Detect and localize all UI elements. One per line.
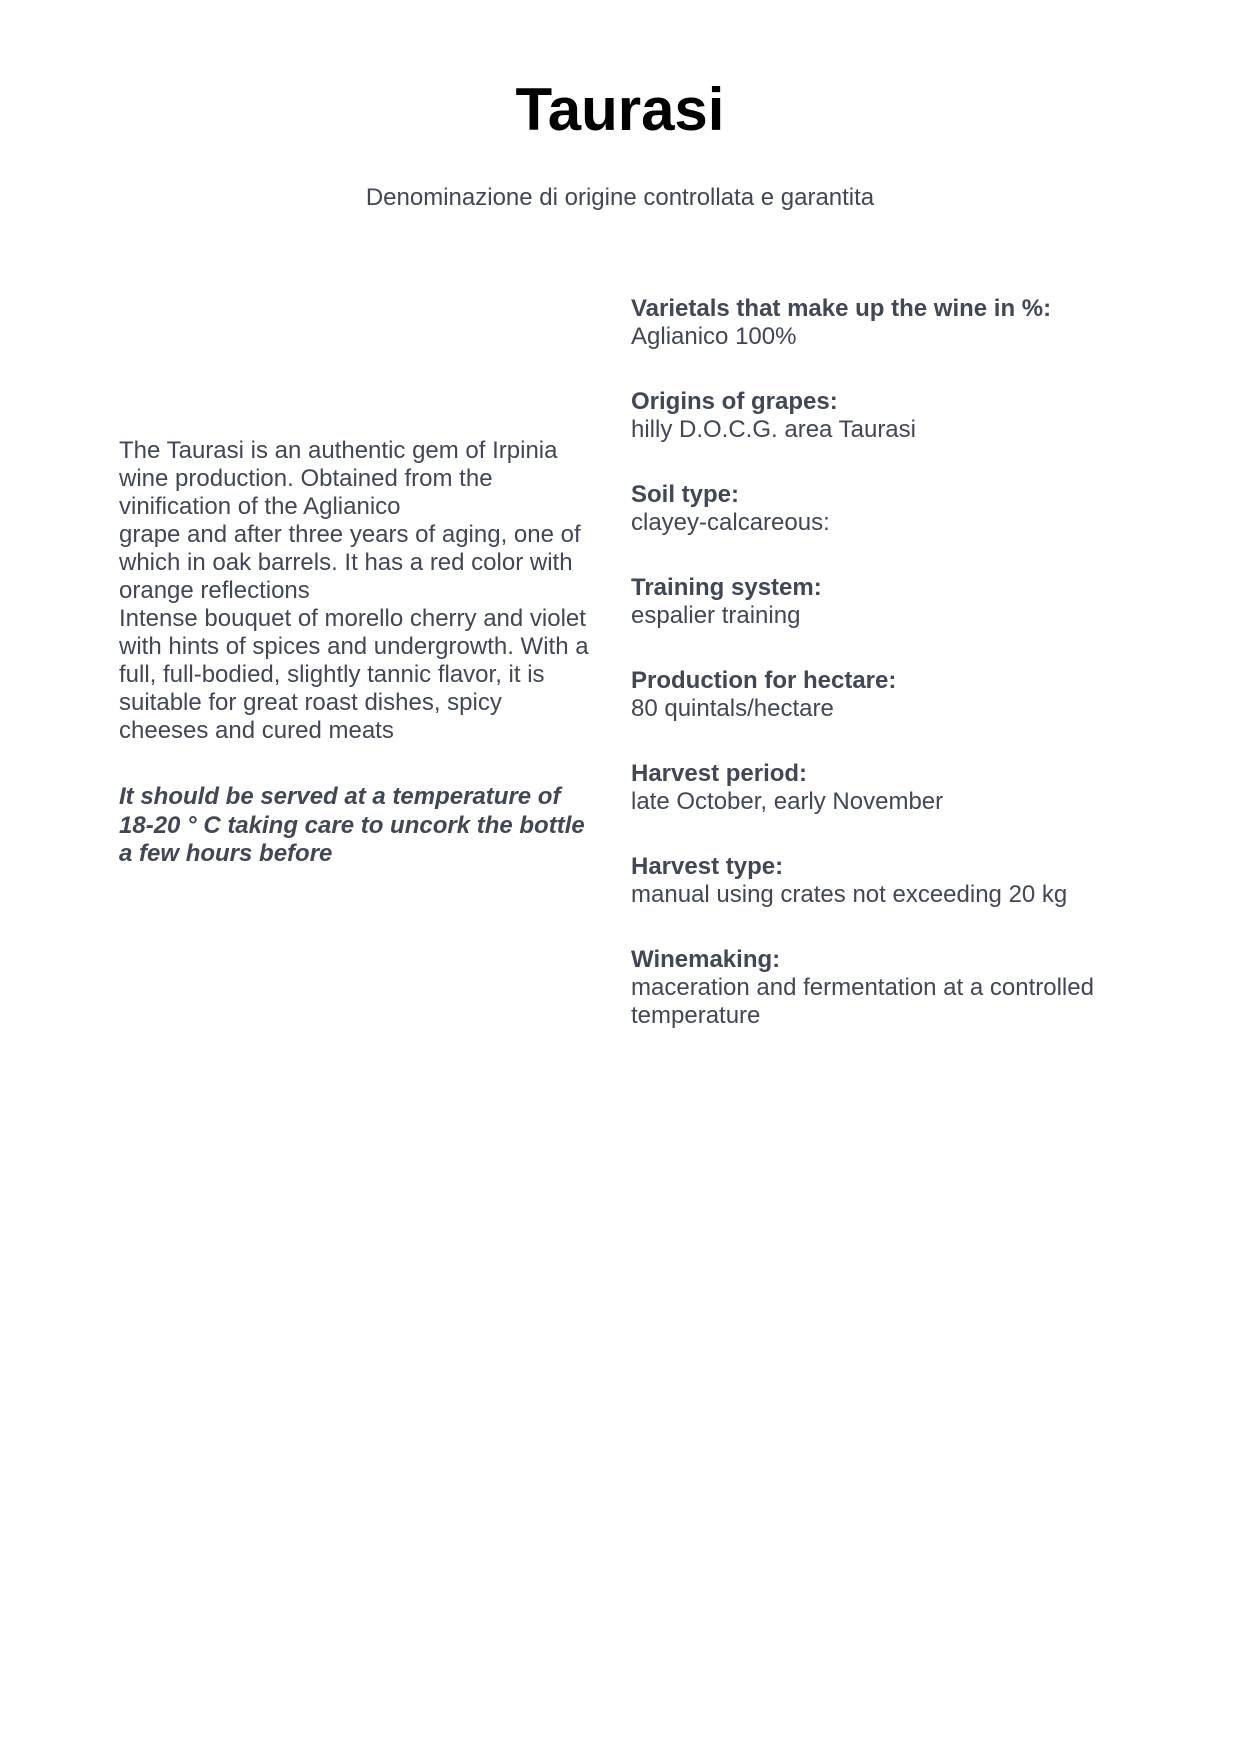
spec-label: Varietals that make up the wine in %: bbox=[631, 295, 1052, 322]
page-title: Taurasi bbox=[515, 76, 725, 143]
spec-label: Soil type: bbox=[631, 481, 740, 508]
spec-label: Harvest period: bbox=[631, 760, 808, 787]
spec-value: late October, early November bbox=[631, 788, 944, 815]
spec-value: clayey-calcareous: bbox=[631, 509, 830, 536]
spec-label: Origins of grapes: bbox=[631, 388, 838, 415]
spec-label: Training system: bbox=[631, 574, 822, 601]
spec-winemaking bbox=[631, 946, 1151, 1030]
description-column bbox=[119, 437, 589, 869]
spec-training-system bbox=[631, 574, 1151, 630]
spec-value: hilly D.O.C.G. area Taurasi bbox=[631, 416, 916, 443]
spec-harvest-type bbox=[631, 853, 1151, 909]
spec-label: Production for hectare: bbox=[631, 667, 897, 694]
spec-varietals bbox=[631, 295, 1151, 351]
spec-value: espalier training bbox=[631, 602, 801, 629]
spec-origins bbox=[631, 388, 1151, 444]
spec-value: manual using crates not exceeding 20 kg bbox=[631, 881, 1068, 908]
spec-label: Winemaking: bbox=[631, 946, 781, 973]
specs-column bbox=[631, 295, 1151, 1067]
spec-label: Harvest type: bbox=[631, 853, 784, 880]
spec-soil-type bbox=[631, 481, 1151, 537]
spec-value: maceration and fermentation at a controlled temperature bbox=[631, 974, 1094, 1029]
spec-value: 80 quintals/hectare bbox=[631, 695, 834, 722]
wine-description: The Taurasi is an authentic gem of Irpinia wine production. Obtained from the vinification of the Aglianico grape and after three years of aging, one of which in oak barrels. It has a red color with orange reflections Intense bouquet of morello cherry and violet with hints of spices and undergrowth. With a full, full-bodied, slightly tannic flavor, it is suitable for great roast dishes, spicy cheeses and cured meats bbox=[119, 437, 589, 744]
spec-production bbox=[631, 667, 1151, 723]
spec-harvest-period bbox=[631, 760, 1151, 816]
page-subtitle: Denominazione di origine controllata e garantita bbox=[365, 184, 875, 211]
serving-note: It should be served at a temperature of 18-20 ° C taking care to uncork the bottle a few hours before bbox=[119, 783, 585, 867]
spec-value: Aglianico 100% bbox=[631, 323, 797, 350]
